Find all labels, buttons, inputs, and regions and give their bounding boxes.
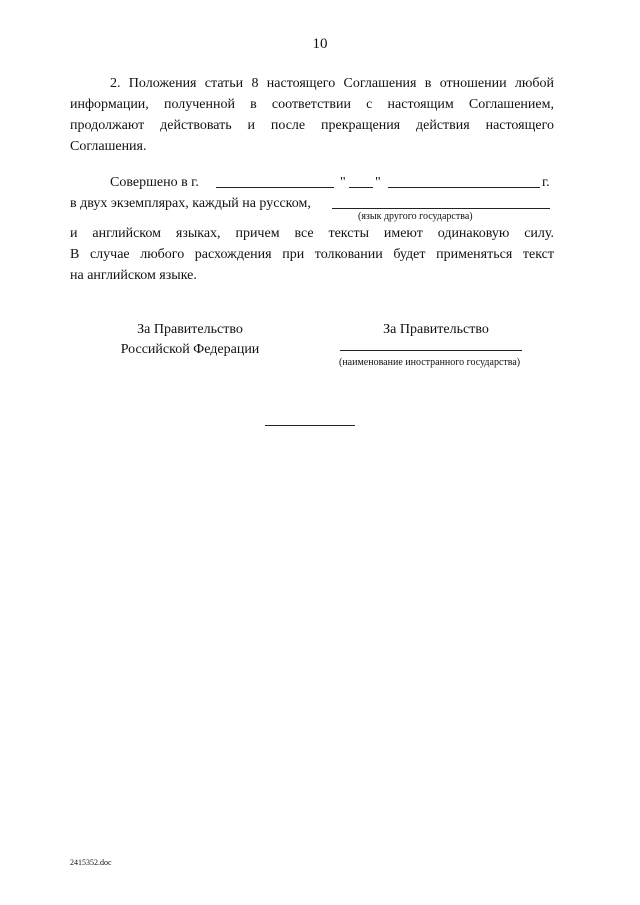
signature-block-russia	[100, 320, 280, 360]
other-language-blank-line	[332, 208, 550, 209]
signature-block-foreign	[346, 320, 526, 340]
page-number: 10	[312, 36, 328, 52]
footer-file-name: 2415352.doc	[70, 858, 112, 867]
languages-line-3: на английском языке.	[70, 268, 197, 283]
month-year-blank-line	[388, 187, 540, 188]
languages-line-2: В случае любого расхождения при толковании будет применяться текст	[70, 247, 554, 262]
quote-open: "	[340, 175, 346, 190]
end-separator-line	[265, 425, 355, 426]
foreign-state-caption: (наименование иностранного государства)	[339, 357, 521, 368]
signature-foreign-line-1: За Правительство	[383, 322, 489, 337]
clause-2-line-2: информации, полученной в соответствии с настоящим Соглашением,	[70, 97, 554, 112]
languages-paragraph	[70, 223, 554, 286]
day-blank-line	[349, 187, 373, 188]
quote-close: "	[375, 175, 381, 190]
city-blank-line	[216, 187, 334, 188]
signature-russia-line-2: Российской Федерации	[120, 342, 260, 357]
foreign-state-blank-line	[340, 350, 522, 351]
signature-russia-line-1: За Правительство	[137, 322, 243, 337]
languages-line-1: и английском языках, причем все тексты имеют одинаковую силу.	[70, 226, 554, 241]
clause-2-line-1: 2. Положения статьи 8 настоящего Соглашения в отношении любой	[110, 76, 554, 91]
other-language-caption: (язык другого государства)	[358, 211, 473, 222]
year-suffix: г.	[542, 175, 550, 190]
clause-2-paragraph	[70, 73, 554, 157]
clause-2-line-4: Соглашения.	[70, 139, 147, 154]
clause-2-line-3: продолжают действовать и после прекращения действия настоящего	[70, 118, 554, 133]
done-in-label: Совершено в г.	[110, 175, 199, 190]
copies-text: в двух экземплярах, каждый на русском,	[70, 196, 311, 211]
